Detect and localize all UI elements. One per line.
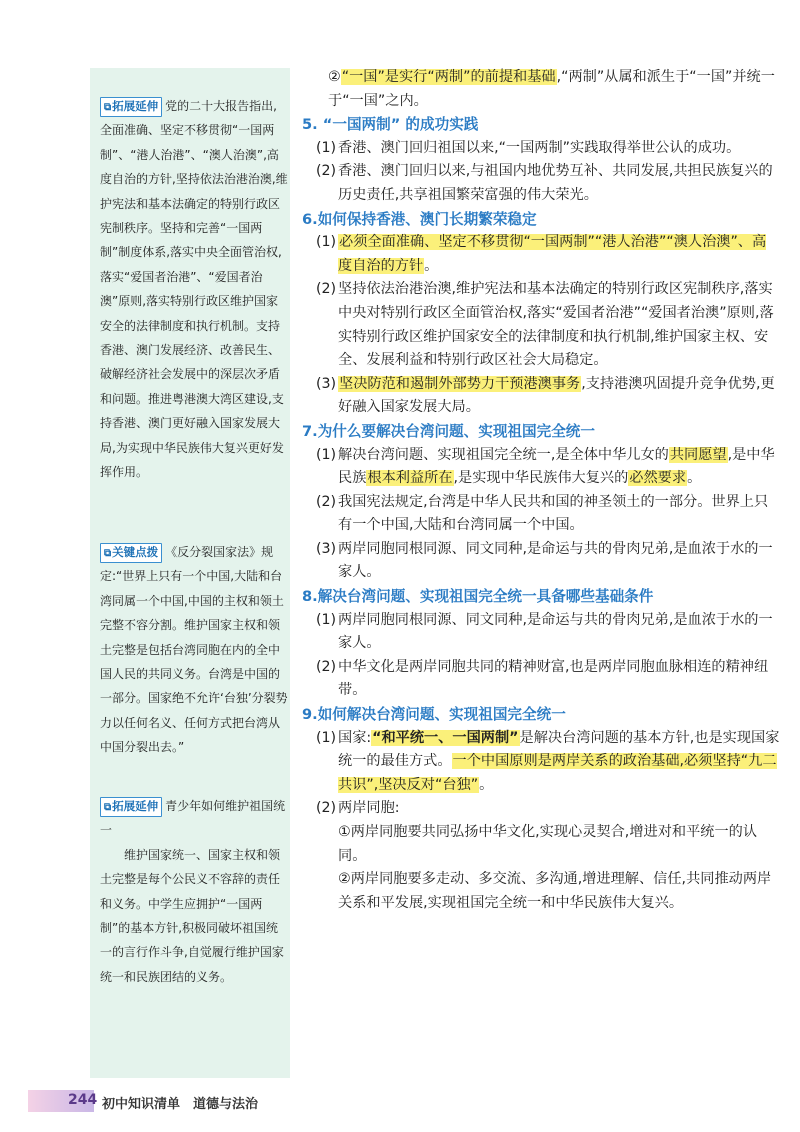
item-number: (2) — [316, 658, 337, 675]
item-number: (1) — [316, 729, 337, 746]
item-number: ① — [338, 824, 351, 840]
note-tag-label: 拓展延伸 — [112, 99, 159, 113]
list-item — [302, 491, 780, 538]
highlight-text: 坚决防范和遏制外部势力干预港澳事务 — [339, 375, 581, 392]
list-item — [302, 231, 780, 278]
highlight-text: “一国”是实行“两制”的前提和基础 — [341, 69, 556, 85]
note-tag-label: 关键点拨 — [112, 545, 159, 559]
sub-item — [302, 821, 780, 868]
highlight-text: 必须全面准确、坚定不移贯彻“一国两制”“港人治港”“澳人治澳”、高度自治的方针 — [338, 234, 767, 274]
item-text: 两岸同胞同根同源、同文同种,是命运与共的骨肉兄弟,是血浓于水的一家人。 — [338, 540, 773, 581]
section-title-8: 8.解决台湾问题、实现祖国完全统一具备哪些基础条件 — [302, 588, 654, 606]
item-text: 。 — [479, 776, 494, 793]
item-text: ,是实现中华民族伟大复兴的 — [453, 470, 629, 487]
list-item — [302, 727, 780, 798]
item-number: (1) — [316, 611, 337, 628]
item-text: 两岸同胞要共同弘扬中华文化,实现心灵契合,增进对和平统一的认同。 — [338, 824, 758, 864]
highlight-text: 必然要求 — [629, 470, 687, 487]
note-text: 党的二十大报告指出,全面准确、坚定不移贯彻“一国两制”、“港人治港”、“澳人治澳”,高度自治的方针,坚持依法治港治澳,维护宪法和基本法确定的特别行政区宪制秩序。坚持和完善“一国两制”制度体系,落实中央全面管治权,落实“爱国者治港”、“爱国者治澳”原则,落实特别行政区维护国家安全的法律制度和执行机制。支持香港、澳门发展经济、改善民生、破解经济社会发展中的深层次矛盾和问题。推进粤港澳大湾区建设,支持香港、澳门更好融入国家发展大局,为实现中华民族伟大复兴更好发挥作用。 — [100, 99, 288, 480]
tag-icon: ⧉ — [104, 802, 112, 813]
item-number: (2) — [316, 800, 337, 817]
item-text: 中华文化是两岸同胞共同的精神财富,也是两岸同胞血脉相连的精神纽带。 — [338, 658, 769, 699]
book-title: 初中知识清单 道德与法治 — [102, 1097, 259, 1112]
page-footer — [28, 1090, 308, 1112]
item-number: (3) — [316, 540, 337, 557]
list-item — [302, 609, 780, 656]
sidebar-note-extension — [100, 94, 288, 485]
page-number: 244 — [68, 1092, 98, 1108]
note-text: 《反分裂国家法》规定:“世界上只有一个中国,大陆和台湾同属一个中国,中国的主权和领土完整不容分割。维护国家主权和领土完整是包括台湾同胞在内的全中国人民的共同义务。台湾是中国的一部分。国家绝不允许‘台独’分裂势力以任何名义、任何方式把台湾从中国分裂出去。” — [100, 545, 288, 755]
item-number: ② — [338, 871, 351, 888]
item-text: 我国宪法规定,台湾是中华人民共和国的神圣领土的一部分。世界上只有一个中国,大陆和台湾同属一个中国。 — [338, 493, 769, 534]
item-text: 是解决台湾问题的基本方针,也是实现国家统一的最佳方式。 — [338, 729, 780, 770]
list-item — [302, 373, 780, 420]
item-number: (2) — [316, 281, 337, 298]
list-item — [302, 278, 780, 372]
highlight-text: 共同愿望 — [669, 446, 727, 463]
list-item — [302, 444, 780, 491]
tag-icon: ⧉ — [104, 548, 112, 559]
item-label: 两岸同胞: — [338, 800, 400, 817]
item-text: ,支持港澳巩固提升竞争优势,更好融入国家发展大局。 — [338, 375, 775, 416]
item-number: (1) — [316, 234, 337, 251]
item-number: (1) — [316, 139, 337, 156]
item-number: (2) — [316, 163, 337, 180]
item-text: ,“两制”从属和派生于“一国”并统一于“一国”之内。 — [328, 69, 775, 109]
item-text: 两岸同胞要多走动、多交流、多沟通,增进理解、信任,共同推动两岸关系和平发展,实现祖国完全统一和中华民族伟大复兴。 — [338, 871, 772, 911]
list-item — [302, 656, 780, 703]
item-text: 。 — [424, 257, 439, 274]
list-item — [302, 160, 780, 207]
list-item — [302, 137, 780, 161]
intro-paragraph — [302, 66, 780, 113]
item-text: 解决台湾问题、实现祖国完全统一,是全体中华儿女的 — [338, 446, 669, 463]
item-number: (2) — [316, 493, 337, 510]
sidebar-note-youth — [100, 794, 288, 989]
item-text: 。 — [687, 470, 702, 487]
section-title-5: 5. “一国两制” 的成功实践 — [302, 116, 479, 134]
highlight-text: “和平统一、一国两制” — [372, 729, 519, 746]
note-heading: 青少年如何维护祖国统一 — [100, 799, 286, 838]
note-tag-label: 拓展延伸 — [112, 799, 159, 813]
main-content — [302, 66, 780, 915]
list-item — [302, 538, 780, 585]
highlight-text: 根本利益所在 — [367, 470, 453, 487]
sidebar-note-key-point — [100, 540, 288, 760]
section-title-7: 7.为什么要解决台湾问题、实现祖国完全统一 — [302, 422, 595, 440]
sub-item — [302, 868, 780, 915]
highlight-text: 一个中国原则是两岸关系的政治基础,必须坚持“九二共识”,坚决反对“台独” — [338, 753, 777, 793]
item-text: 香港、澳门回归祖国以来,“一国两制”实践取得举世公认的成功。 — [338, 139, 741, 156]
item-text: ,是中华民族 — [338, 446, 775, 487]
item-text: 香港、澳门回归以来,与祖国内地优势互补、共同发展,共担民族复兴的历史责任,共享祖国繁荣富强的伟大荣光。 — [338, 163, 773, 203]
note-tag — [100, 97, 162, 117]
item-text: 坚持依法治港治澳,维护宪法和基本法确定的特别行政区宪制秩序,落实中央对特别行政区全面管治权,落实“爱国者治港”“爱国者治澳”原则,落实特别行政区维护国家安全的法律制度和执行机制,维护国家主权、安全、发展利益和特别行政区社会大局稳定。 — [338, 281, 774, 369]
item-number: ② — [328, 69, 341, 85]
tag-icon: ⧉ — [104, 102, 112, 113]
item-label: 国家: — [338, 729, 372, 746]
section-title-9: 9.如何解决台湾问题、实现祖国完全统一 — [302, 706, 566, 724]
item-number: (1) — [316, 446, 337, 463]
note-tag — [100, 543, 162, 563]
section-title-6: 6.如何保持香港、澳门长期繁荣稳定 — [302, 210, 537, 228]
note-tag — [100, 797, 162, 817]
note-text: 维护国家统一、国家主权和领土完整是每个公民义不容辞的责任和义务。中学生应拥护“一国两制”的基本方针,积极同破坏祖国统一的言行作斗争,自觉履行维护国家统一和民族团结的义务。 — [100, 847, 284, 984]
item-text: 两岸同胞同根同源、同文同种,是命运与共的骨肉兄弟,是血浓于水的一家人。 — [338, 611, 773, 652]
item-number: (3) — [316, 375, 337, 392]
list-item — [302, 797, 780, 821]
